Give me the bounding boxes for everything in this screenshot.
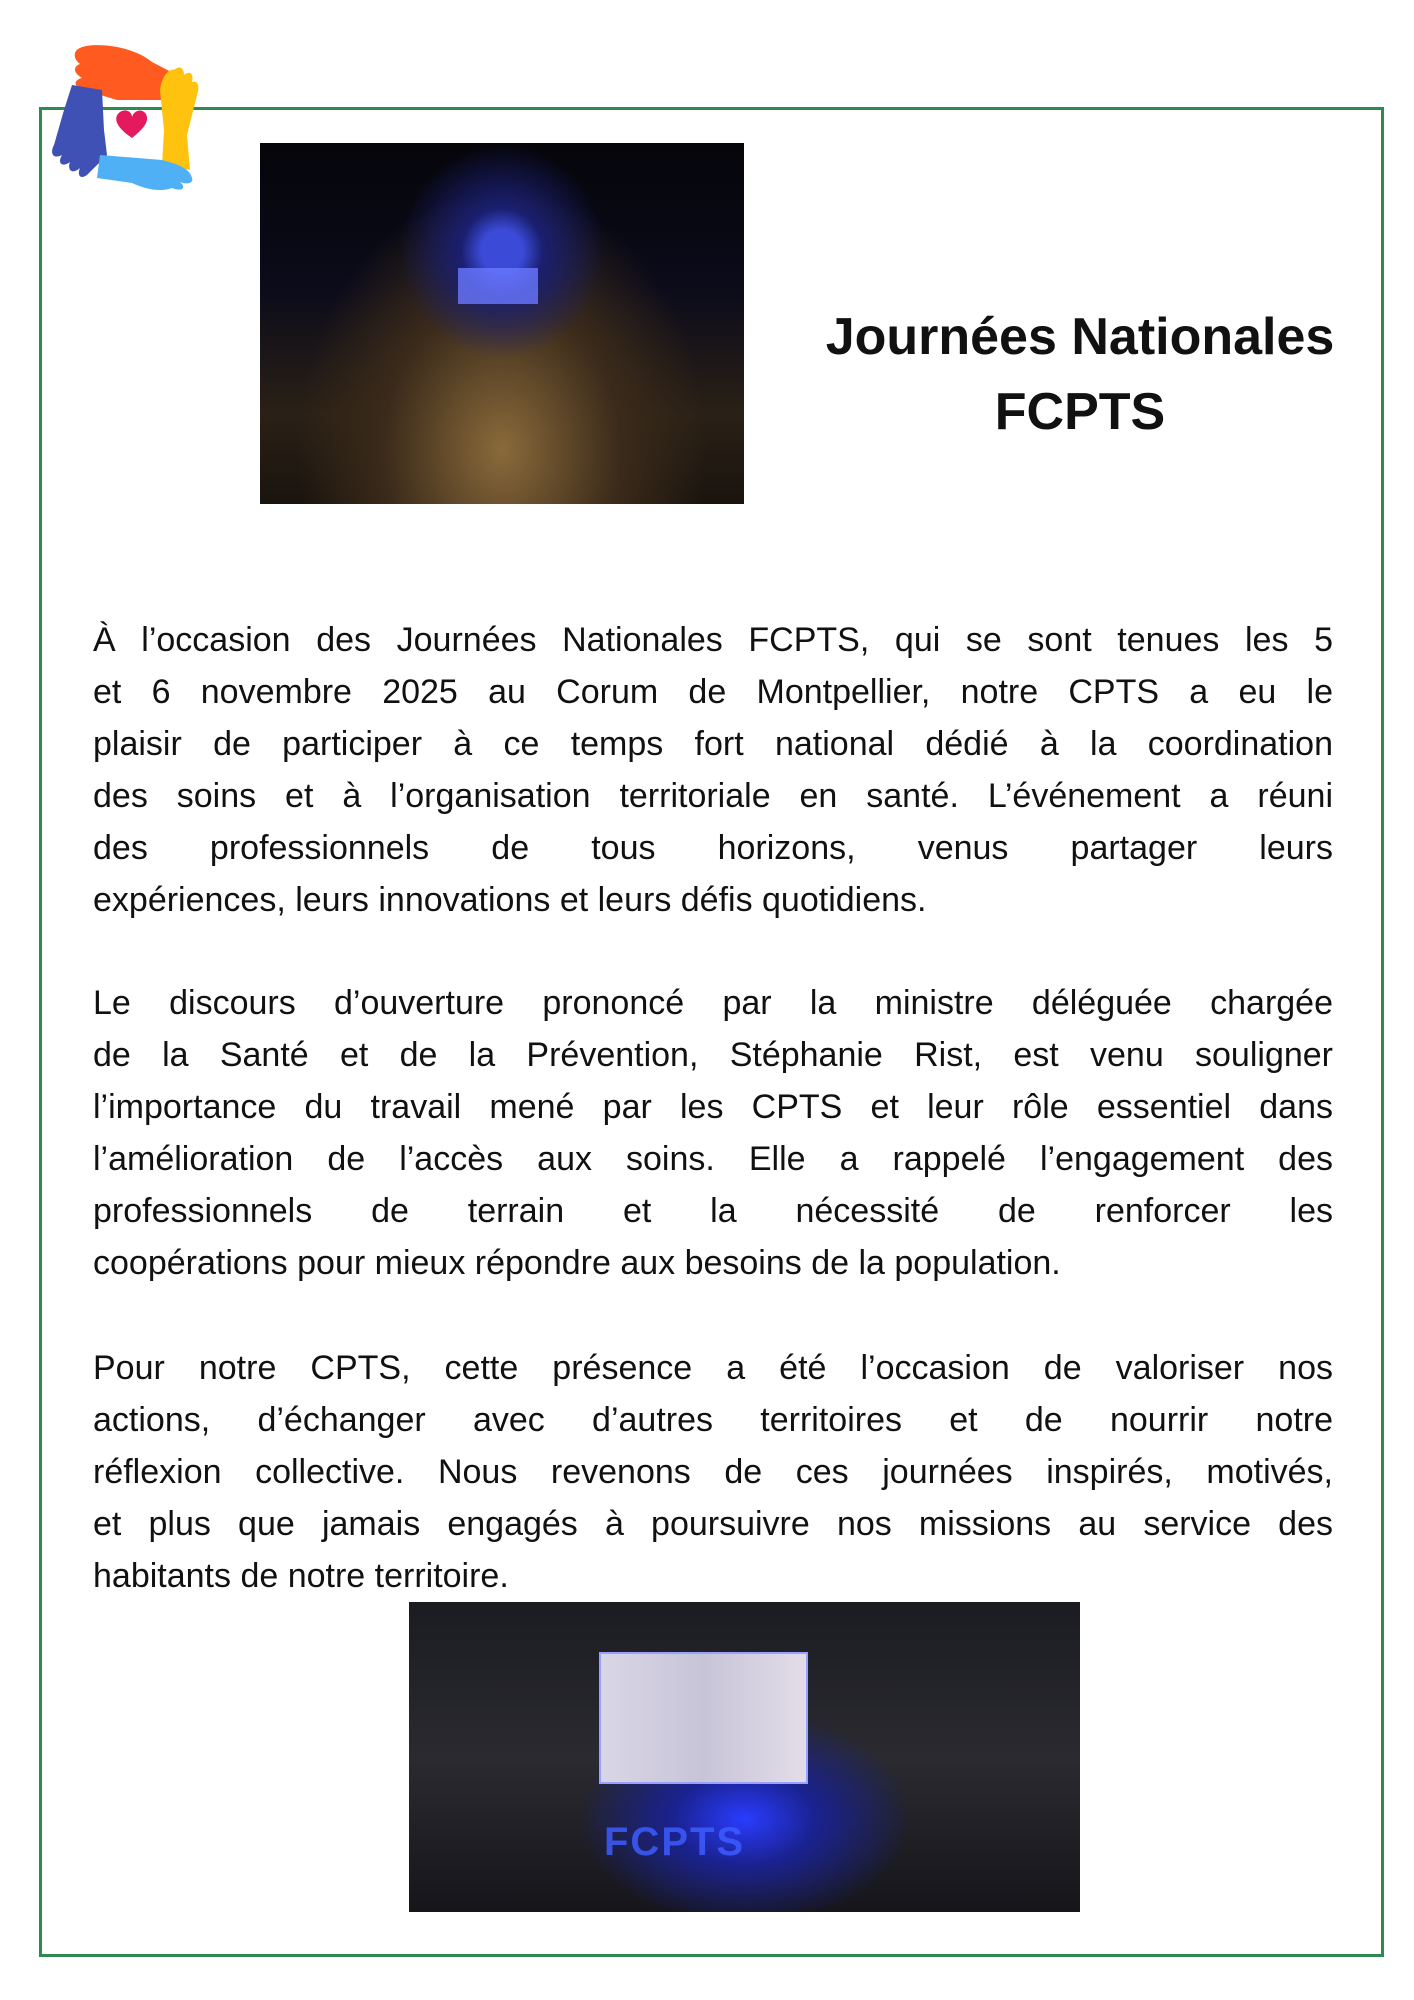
text-line: actions, d’échanger avec d’autres territoires et de nourrir notre [93,1401,1333,1439]
text-line: plaisir de participer à ce temps fort national dédié à la coordination [93,725,1333,763]
text-line: Le discours d’ouverture prononcé par la ministre déléguée chargée [93,984,1333,1022]
text-line: de la Santé et de la Prévention, Stéphanie Rist, est venu souligner [93,1036,1333,1074]
paragraph-2 [93,977,1333,1289]
text-line: et plus que jamais engagés à poursuivre nos missions au service des [93,1505,1333,1543]
stage-screen [458,268,538,304]
conference-stage-photo [409,1602,1080,1912]
paragraph-1 [93,614,1333,926]
text-line: des professionnels de tous horizons, venus partager leurs [93,829,1333,867]
text-line: l’importance du travail mené par les CPTS et leur rôle essentiel dans [93,1088,1333,1126]
text-line: habitants de notre territoire. [93,1557,509,1595]
text-line: des soins et à l’organisation territoriale en santé. L’événement a réuni [93,777,1333,815]
text-line: Pour notre CPTS, cette présence a été l’occasion de valoriser nos [93,1349,1333,1387]
title-line-2: FCPTS [994,383,1166,441]
hands-heart-logo [22,20,202,195]
text-line: et 6 novembre 2025 au Corum de Montpellier, notre CPTS a eu le [93,673,1333,711]
text-line: À l’occasion des Journées Nationales FCPTS, qui se sont tenues les 5 [93,621,1333,659]
text-line: expériences, leurs innovations et leurs défis quotidiens. [93,881,927,919]
paragraph-3 [93,1342,1333,1602]
text-line: professionnels de terrain et la nécessité de renforcer les [93,1192,1333,1230]
auditorium-photo [260,143,744,504]
text-line: l’amélioration de l’accès aux soins. Elle a rappelé l’engagement des [93,1140,1333,1178]
text-line: coopérations pour mieux répondre aux besoins de la population. [93,1244,1061,1282]
page-title [780,300,1380,450]
video-screen [599,1652,808,1784]
stage-fcpts-letters: FCPTS [604,1820,746,1864]
title-line-1: Journées Nationales [825,308,1335,366]
text-line: réflexion collective. Nous revenons de ces journées inspirés, motivés, [93,1453,1333,1491]
